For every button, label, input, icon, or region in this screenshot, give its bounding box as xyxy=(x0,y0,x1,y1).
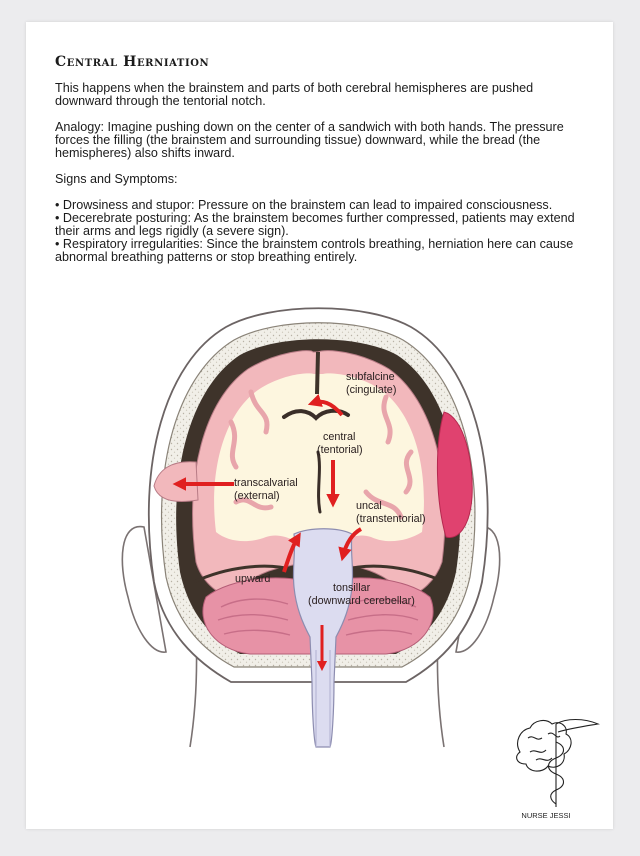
label-transcalvarial: transcalvarial xyxy=(234,477,298,489)
brain-herniation-diagram xyxy=(26,22,613,829)
label-transcalvarial-sub: (external) xyxy=(234,490,280,502)
logo-caduceus-icon xyxy=(549,720,599,808)
document-page xyxy=(26,22,613,829)
label-upward: upward xyxy=(235,573,271,585)
label-tonsillar-sub: (downward cerebellar) xyxy=(308,595,415,607)
analogy-paragraph: Analogy: Imagine pushing down on the center of a sandwich with both hands. The pressure forces the filling (the brainstem and surrounding tissue) downward, while the bread (the hemispheres) also shifts inward. xyxy=(55,120,564,160)
logo-brain-icon xyxy=(517,721,571,772)
page-title: Central Herniation xyxy=(55,54,210,70)
label-uncal: uncal xyxy=(356,500,382,512)
sign-item-decerebrate: • Decerebrate posturing: As the brainstem becomes further compressed, patients may extend their arms and legs rigidly (a severe sign). xyxy=(55,211,575,238)
description-paragraph: This happens when the brainstem and parts of both cerebral hemispheres are pushed downward through the tentorial notch. xyxy=(55,81,534,108)
label-tonsillar: tonsillar xyxy=(333,582,371,594)
sign-item-respiratory: • Respiratory irregularities: Since the brainstem controls breathing, herniation here can cause abnormal breathing patterns or stop breathing entirely. xyxy=(55,237,574,264)
falx xyxy=(317,352,318,394)
signs-heading: Signs and Symptoms: xyxy=(55,172,178,186)
label-central: central xyxy=(323,431,356,443)
label-central-sub: (tentorial) xyxy=(317,444,363,456)
label-subfalcine-sub: (cingulate) xyxy=(346,384,397,396)
nurse-jessi-logo xyxy=(506,712,606,822)
third-ventricle xyxy=(318,452,320,512)
sign-item-drowsiness: • Drowsiness and stupor: Pressure on the brainstem can lead to impaired consciousness. xyxy=(55,198,553,212)
logo-text: NURSE JESSI xyxy=(521,811,571,820)
label-uncal-sub: (transtentorial) xyxy=(356,513,426,525)
label-subfalcine: subfalcine xyxy=(346,371,395,383)
